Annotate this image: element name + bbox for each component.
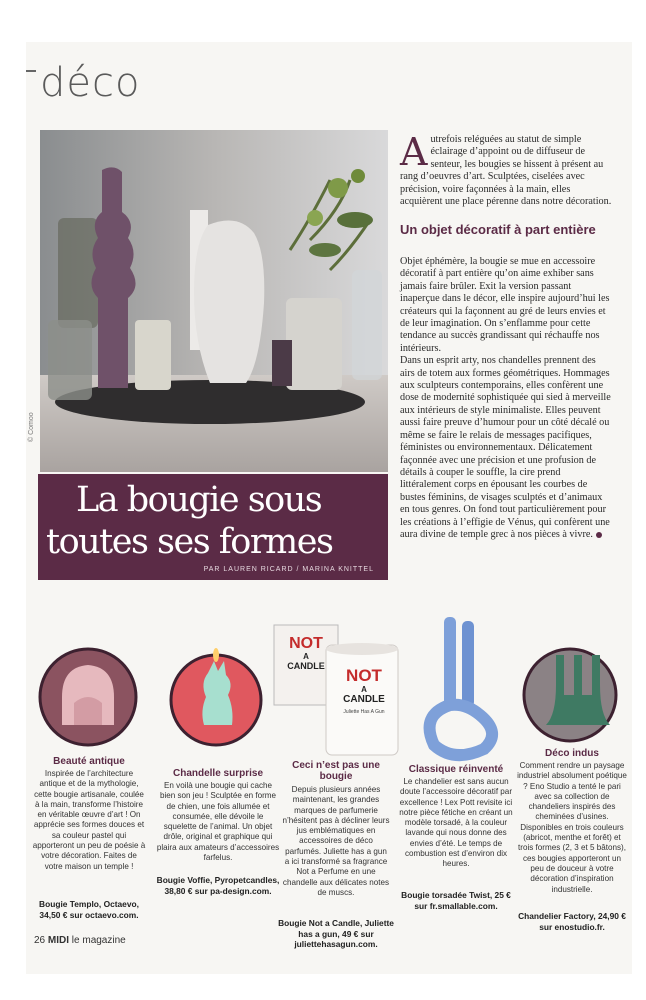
section-title: déco: [40, 60, 141, 106]
headline-line-1: La bougie sous: [76, 480, 322, 520]
product-2-desc: En voilà une bougie qui cache bien son jeu ! Sculptée en forme de chien, une fois allumée et consumée, elle dévoile le squelette de l’animal. Un objet drôle, original et graphique qui plaira aux amateurs d’accessoires farfelus.: [156, 781, 280, 863]
drop-cap: A: [400, 130, 428, 174]
candles-illustration: [40, 130, 388, 472]
headline-line-2: toutes ses formes: [46, 522, 333, 562]
product-4-price: Bougie torsadée Twist, 25 € sur fr.smallable.com.: [401, 890, 511, 911]
product-2-title: Chandelle surprise: [172, 768, 264, 779]
page-number: 26: [34, 935, 46, 946]
product-5-price: Chandelier Factory, 24,90 € sur enostudio.fr.: [518, 911, 626, 932]
photo-credit: © Comoo: [28, 412, 35, 442]
magazine-suffix: le magazine: [71, 935, 126, 946]
product-5-image: [524, 649, 616, 741]
hero-photo: [40, 130, 388, 472]
product-3-price: Bougie Not a Candle, Juliette has a gun, 49 € sur juliettehasagun.com.: [278, 918, 394, 949]
body-paragraph-1: Objet éphémère, la bougie se mue en accessoire décoratif à part entière qu’on aime exhiber sans jamais faire brûler. Exit la version passant inaperçue dans le décor, elle inspire aujourd’hui les créateurs qui la façonnent au gré de leurs envies et de leur imagination. On s’enflamme pour cette tendance au succès grandissant qui réchauffe nos intérieurs.: [400, 256, 610, 354]
end-mark-icon: [596, 532, 602, 538]
product-4-title: Classique réinventé: [408, 764, 504, 775]
product-5-desc: Comment rendre un paysage industriel absolument poétique ? Eno Studio a tenté le pari avec sa collection de chandeliers inspirés des cheminées d’usines. Disponibles en trois couleurs (abricot, menthe et forêt) et trois formes (2, 3 et 5 bâtons), ces bougies apporteront un peu de douceur à votre décoration d’inspiration industrielle.: [517, 761, 627, 894]
body-text: [400, 256, 612, 541]
magazine-brand: MIDI: [47, 935, 70, 946]
body-paragraph-2: Dans un esprit arty, nos chandelles prennent des airs de totem aux formes géométriques. Hommages aux sculpteurs contemporains, elles confèrent une dose de modernité sophistiquée qui sied à merveille aux intérieurs de style minimaliste. Elles peuvent aussi faire preuve d’humour pour un côté décalé ou même se faire le relais de messages pacifiques, féministes ou environnementaux. Délicatement façonnée avec une précision et une profusion de détails à couper le souffle, la cire prend littéralement corps en épousant les courbes de bustes féminins, de visages sculptés et d’animaux en tous genres. On fond tout particulièrement pour les créations à l’effigie de Vénus, qui confèrent une aura divine de temple grec à nos pièces à vivre.: [400, 355, 611, 540]
product-2-image: [171, 648, 261, 745]
box-label: NOT A CANDLE: [287, 635, 325, 671]
product-1-price: Bougie Templo, Octaevo, 34,50 € sur octaevo.com.: [39, 899, 139, 920]
section-rule: [26, 70, 36, 72]
subhead: Un objet décoratif à part entière: [400, 222, 596, 237]
product-1-desc: Inspirée de l’architecture antique et de la mythologie, cette bougie artisanale, coulée à la main, transforme l’histoire en véritable œuvre d’art ! On apprécie ses formes douces et sa couleur pastel qui apporteront un peu de poésie à votre décoration. Faites de votre maison un temple !: [32, 769, 146, 871]
product-2-price: Bougie Voffie, Pyropetcandles, 38,80 € sur pa-design.com.: [156, 875, 280, 896]
product-3-title: Ceci n’est pas une bougie: [292, 760, 380, 782]
product-5-title: Déco indus: [545, 748, 599, 759]
product-3-desc: Depuis plusieurs années maintenant, les grandes marques de parfumerie n’hésitent pas à décliner leurs jus emblématiques en accessoires de déco parfumés. Juliette has a gun a ici transformé sa fragrance Not a Perfume en une chandelle aux délicates notes de muscs.: [282, 785, 390, 897]
product-1-image: [40, 649, 136, 745]
product-4-image: [430, 617, 493, 755]
headline-box: [38, 474, 388, 580]
page-footer: [34, 935, 126, 946]
intro-paragraph: [400, 130, 612, 208]
byline: PAR LAUREN RICARD / MARINA KNITTEL: [203, 566, 374, 573]
candle-label: NOT A CANDLE Juliette Has A Gun: [343, 666, 385, 715]
product-4-desc: Le chandelier est sans aucun doute l’accessoire décoratif par excellence ! Lex Pott revisite ici notre pièce fétiche en créant un modèle torsadé, à la couleur lavande qui nous donne des envies d’été. Le temps de combustion est d’environ dix heures.: [399, 777, 513, 869]
magazine-page: [26, 42, 632, 974]
product-1-title: Beauté antique: [53, 756, 125, 767]
intro-text: utrefois reléguées au statut de simple éclairage d’appoint ou de diffuseur de senteur, les bougies se hissent à présent au rang d’oeuvres d’art. Sculptées, ciselées avec précision, voire façonnées à la main, elles acquièrent une place pérenne dans notre décoration.: [400, 134, 612, 208]
